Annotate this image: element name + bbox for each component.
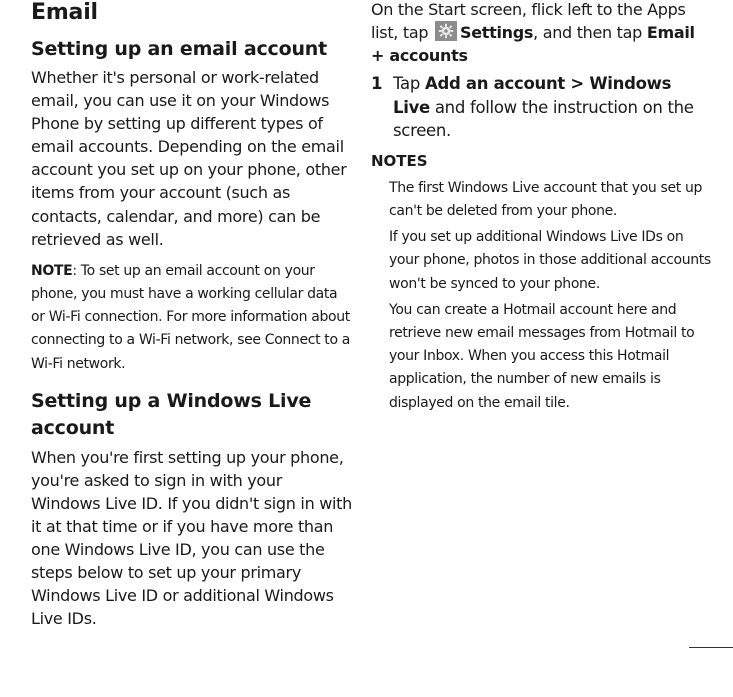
intro-mid: , and then tap: [533, 23, 643, 43]
note-text: : To set up an email account on your phone, you must have a working cellular data or Wi-Fi connection. For more information about connecting to a Wi-Fi network, see Connect to a Wi-Fi network.: [31, 262, 350, 372]
page-title: Email: [31, 0, 98, 25]
page-number-rule: [689, 647, 733, 648]
step-pre: Tap: [393, 74, 421, 94]
step-bold: Add an account > Windows Live: [393, 74, 672, 117]
step-number: 1: [371, 74, 383, 94]
windows-live-paragraph: When you're first setting up your phone, you're asked to sign in with your Windows Live ID. If you didn't sign in with it at that time or if you have more than one Windows Live ID, you can use the steps below to set up your primary Windows Live ID or additional Windows Live IDs.: [31, 447, 352, 629]
step-text: [393, 72, 711, 143]
step-1: [371, 72, 711, 143]
note-label: NOTE: [31, 262, 73, 279]
note-item: The first Windows Live account that you set up can't be deleted from your phone.: [389, 179, 703, 219]
intro-email-accounts: Email + accounts: [371, 23, 695, 66]
gear-icon: [435, 21, 457, 41]
step-post: and follow the instruction on the screen.: [393, 97, 694, 141]
notes-heading: NOTES: [371, 151, 428, 170]
right-column: [371, 0, 711, 418]
section-heading-windows-live: Setting up a Windows Live account: [31, 389, 312, 439]
intro-pre: On the Start screen, flick left to the Apps list, tap: [371, 0, 686, 43]
note-item: If you set up additional Windows Live IDs on your phone, photos in those additional accounts won't be synced to your phone.: [389, 229, 711, 292]
intro-instructions: [371, 0, 711, 67]
left-column: [31, 0, 353, 631]
note-paragraph: [31, 260, 353, 376]
intro-settings: Settings: [460, 23, 534, 43]
note-item: You can create a Hotmail account here and retrieve new email messages from Hotmail to your Inbox. When you access this Hotmail application, the number of new emails is displayed on the email tile.: [389, 301, 695, 411]
notes-list: [371, 177, 711, 415]
email-account-paragraph: Whether it's personal or work-related email, you can use it on your Windows Phone by setting up different types of email accounts. Depending on the email account you set up on your phone, other items from your account (such as contacts, calendar, and more) can be retrieved as well.: [31, 68, 347, 249]
section-heading-email-account: Setting up an email account: [31, 38, 327, 60]
